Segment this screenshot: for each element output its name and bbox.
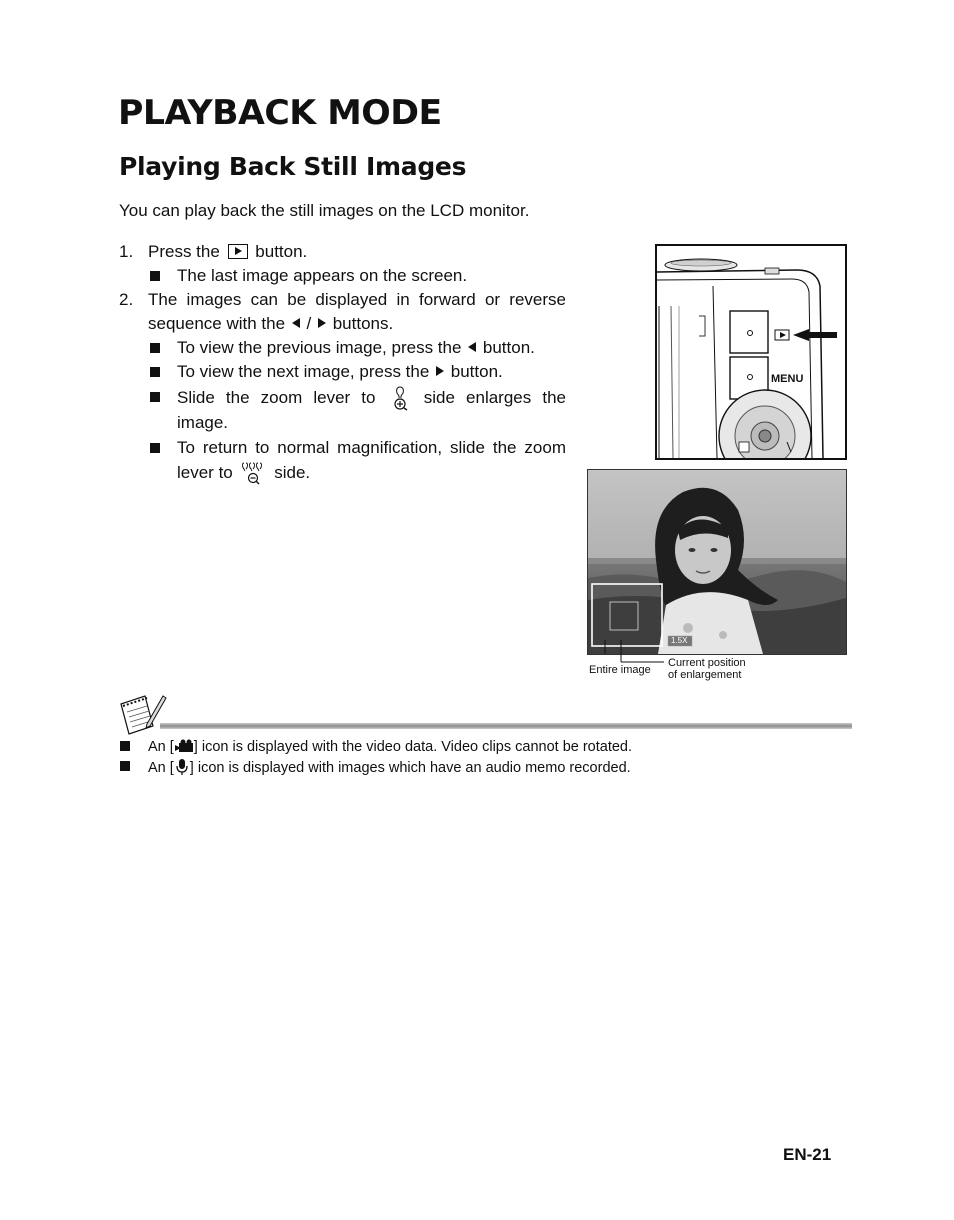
zoom-tele-icon bbox=[391, 385, 409, 411]
video-icon bbox=[174, 739, 194, 753]
step-1 bbox=[119, 240, 566, 264]
zoom-wide-icon bbox=[241, 460, 265, 486]
zoom-ratio-badge: 1.5X bbox=[671, 636, 688, 645]
bullet-square-icon bbox=[120, 761, 130, 771]
bullet-item bbox=[119, 436, 566, 486]
bullet-square-icon bbox=[150, 367, 160, 377]
page-number: EN-21 bbox=[783, 1145, 832, 1164]
step-number: 1. bbox=[119, 242, 134, 261]
bullet-item bbox=[119, 385, 566, 435]
bullet-text: Slide the zoom lever to bbox=[177, 388, 376, 407]
step-text: The images can be displayed in forward or reverse sequence with the bbox=[148, 290, 566, 333]
bullet-text: button. bbox=[482, 338, 535, 357]
bullet-text: To view the next image, press the bbox=[177, 362, 430, 381]
right-arrow-icon bbox=[436, 366, 444, 376]
bullet-text: side. bbox=[274, 463, 311, 482]
bullet-text: button. bbox=[450, 362, 503, 381]
step-text: button. bbox=[255, 242, 308, 261]
step-text: buttons. bbox=[332, 314, 394, 333]
bullet-square-icon bbox=[120, 741, 130, 751]
separator-text: / bbox=[306, 314, 312, 333]
note-divider bbox=[160, 723, 852, 729]
caption-current-position: Current position of enlargement bbox=[668, 657, 746, 681]
bullet-item bbox=[119, 264, 566, 288]
step-number: 2. bbox=[119, 290, 134, 309]
note-text: An [ ] icon is displayed with images which have an audio memo recorded. bbox=[148, 760, 631, 776]
left-arrow-icon bbox=[292, 318, 300, 328]
bullet-text: The last image appears on the screen. bbox=[177, 266, 468, 285]
girl-photo bbox=[588, 470, 846, 654]
bullet-item bbox=[119, 336, 566, 360]
page-title: PLAYBACK MODE bbox=[118, 93, 442, 133]
bullet-text: side enlarges the image. bbox=[177, 388, 566, 432]
note-text: An [ ] icon is displayed with the video data. Video clips cannot be rotated. bbox=[148, 739, 633, 755]
right-arrow-icon bbox=[318, 318, 326, 328]
step-text: Press the bbox=[148, 242, 220, 261]
bullet-item bbox=[119, 360, 566, 384]
playback-photo-illustration bbox=[587, 469, 847, 655]
left-arrow-icon bbox=[468, 342, 476, 352]
bullet-text: To view the previous image, press the bbox=[177, 338, 462, 357]
bullet-square-icon bbox=[150, 443, 160, 453]
menu-label: MENU bbox=[771, 373, 804, 385]
section-heading: Playing Back Still Images bbox=[119, 152, 467, 181]
microphone-icon bbox=[174, 758, 190, 776]
note-pad-icon bbox=[117, 692, 167, 736]
camera-back-illustration bbox=[655, 244, 847, 460]
playback-button-icon bbox=[228, 244, 248, 259]
step-2 bbox=[119, 288, 566, 336]
camera-drawing bbox=[657, 246, 845, 458]
bullet-text: To return to normal magnification, slide the zoom lever to bbox=[177, 438, 566, 482]
caption-entire-image: Entire image bbox=[589, 664, 651, 676]
bullet-square-icon bbox=[150, 271, 160, 281]
bullet-square-icon bbox=[150, 343, 160, 353]
instruction-list bbox=[119, 240, 566, 486]
intro-text: You can play back the still images on the LCD monitor. bbox=[119, 201, 530, 220]
bullet-square-icon bbox=[150, 392, 160, 402]
